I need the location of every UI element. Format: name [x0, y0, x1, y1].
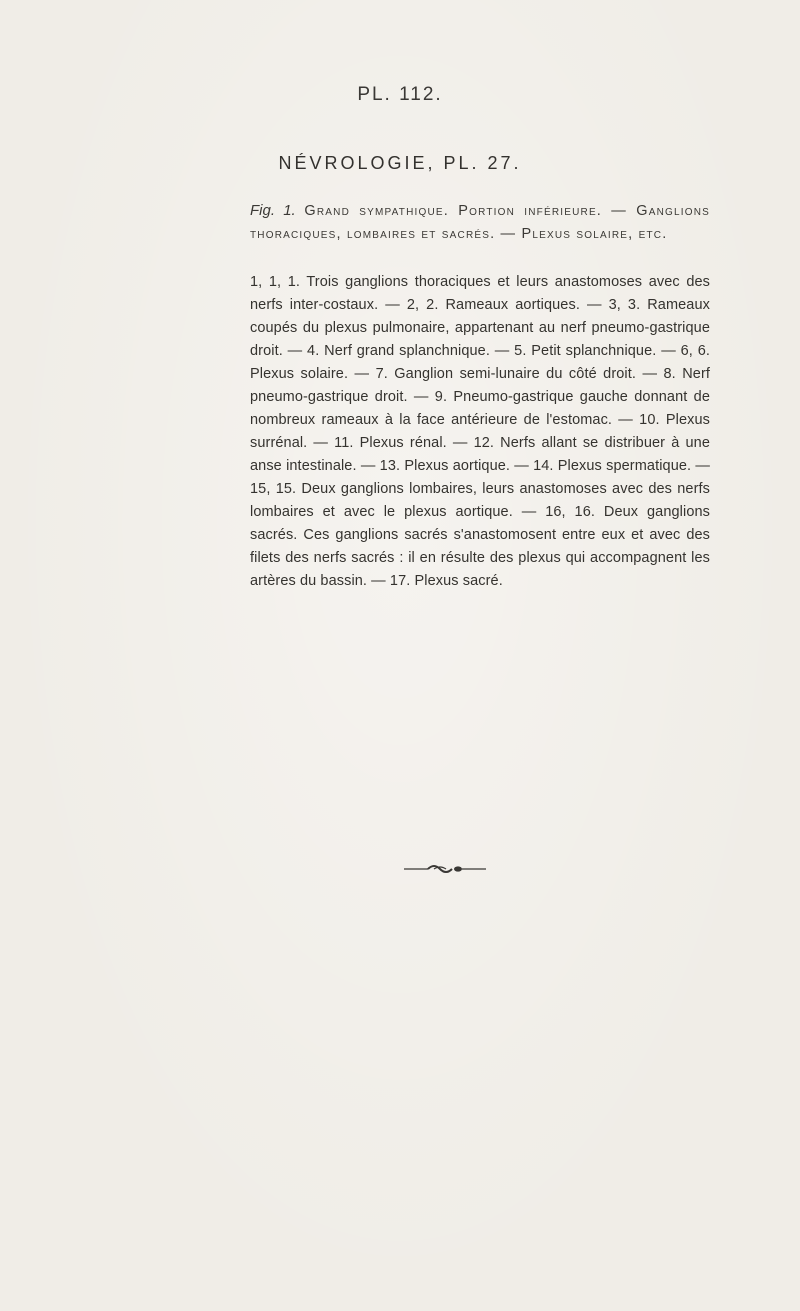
section-title: NÉVROLOGIE, PL. 27. — [278, 153, 522, 173]
figure-heading: Grand sympathique. Portion inférieure. — Ganglions thoraciques, lombaires et sacrés. — Plexus solaire, etc. — [250, 203, 711, 242]
legend-text: 1, 1, 1. Trois ganglions thoraciques et leurs anastomoses avec des nerfs inter-costaux. — 2, 2. Rameaux aortiques. — 3, 3. Rameaux coupés du plexus pulmonaire, appartenant au nerf pneumo-gastrique droit. — 4. Nerf grand splanchnique. — 5. Petit splanchnique. — 6, 6. Plexus solaire. — 7. Ganglion semi-lunaire du côté droit. — 8. Nerf pneumo-gastrique droit. — 9. Pneumo-gastrique gauche donnant de nombreux rameaux à la face antérieure de l'estomac. — 10. Plexus surrénal. — 11. Plexus rénal. — 12. Nerfs allant se distribuer à une anse intestinale. — 13. Plexus aortique. — 14. Plexus spermatique. — 15, 15. Deux ganglions lombaires, leurs anastomoses avec des nerfs lombaires et avec le plexus aortique. — 16, 16. Deux ganglions sacrés. Ces ganglions sacrés s'anastomosent entre eux et avec des filets des nerfs sacrés : il en résulte des plexus qui accompagnent les artères du bassin. — 17. Plexus sacré. — [250, 274, 710, 589]
figure-caption — [250, 199, 710, 246]
plate-number: PL. 112. — [357, 84, 443, 105]
printer-ornament-icon — [400, 861, 490, 877]
figure-label: Fig. 1. — [250, 202, 296, 219]
